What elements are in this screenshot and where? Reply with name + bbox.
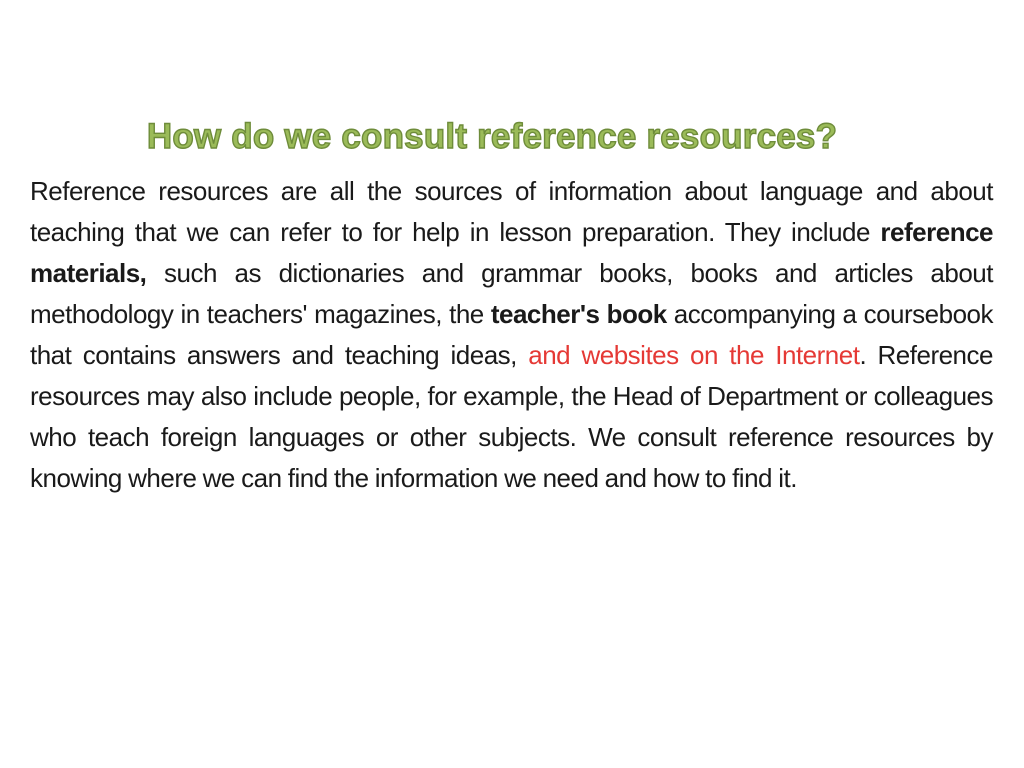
body-text-2: such as dictionaries and grammar books, books and articles about methodology in teachers' magazines, the	[30, 258, 993, 329]
bold-term-reference-materials: reference materials,	[30, 217, 993, 288]
body-text-4: . Reference resources may also include people, for example, the Head of Department or colleagues who teach foreign languages or other subjects. We consult reference resources by knowing where we can find the information we need and how to find it.	[30, 340, 993, 493]
bold-term-teachers-book: teacher's book	[490, 299, 667, 329]
highlight-websites-internet: and websites on the Internet	[528, 340, 860, 370]
slide-title: How do we consult reference resources?	[146, 117, 838, 156]
body-text-1: Reference resources are all the sources of information about language and about teaching that we can refer to for help in lesson preparation. They include	[30, 176, 993, 247]
slide-body-paragraph	[30, 171, 993, 499]
body-text-3: accompanying a coursebook that contains answers and teaching ideas,	[30, 299, 993, 370]
